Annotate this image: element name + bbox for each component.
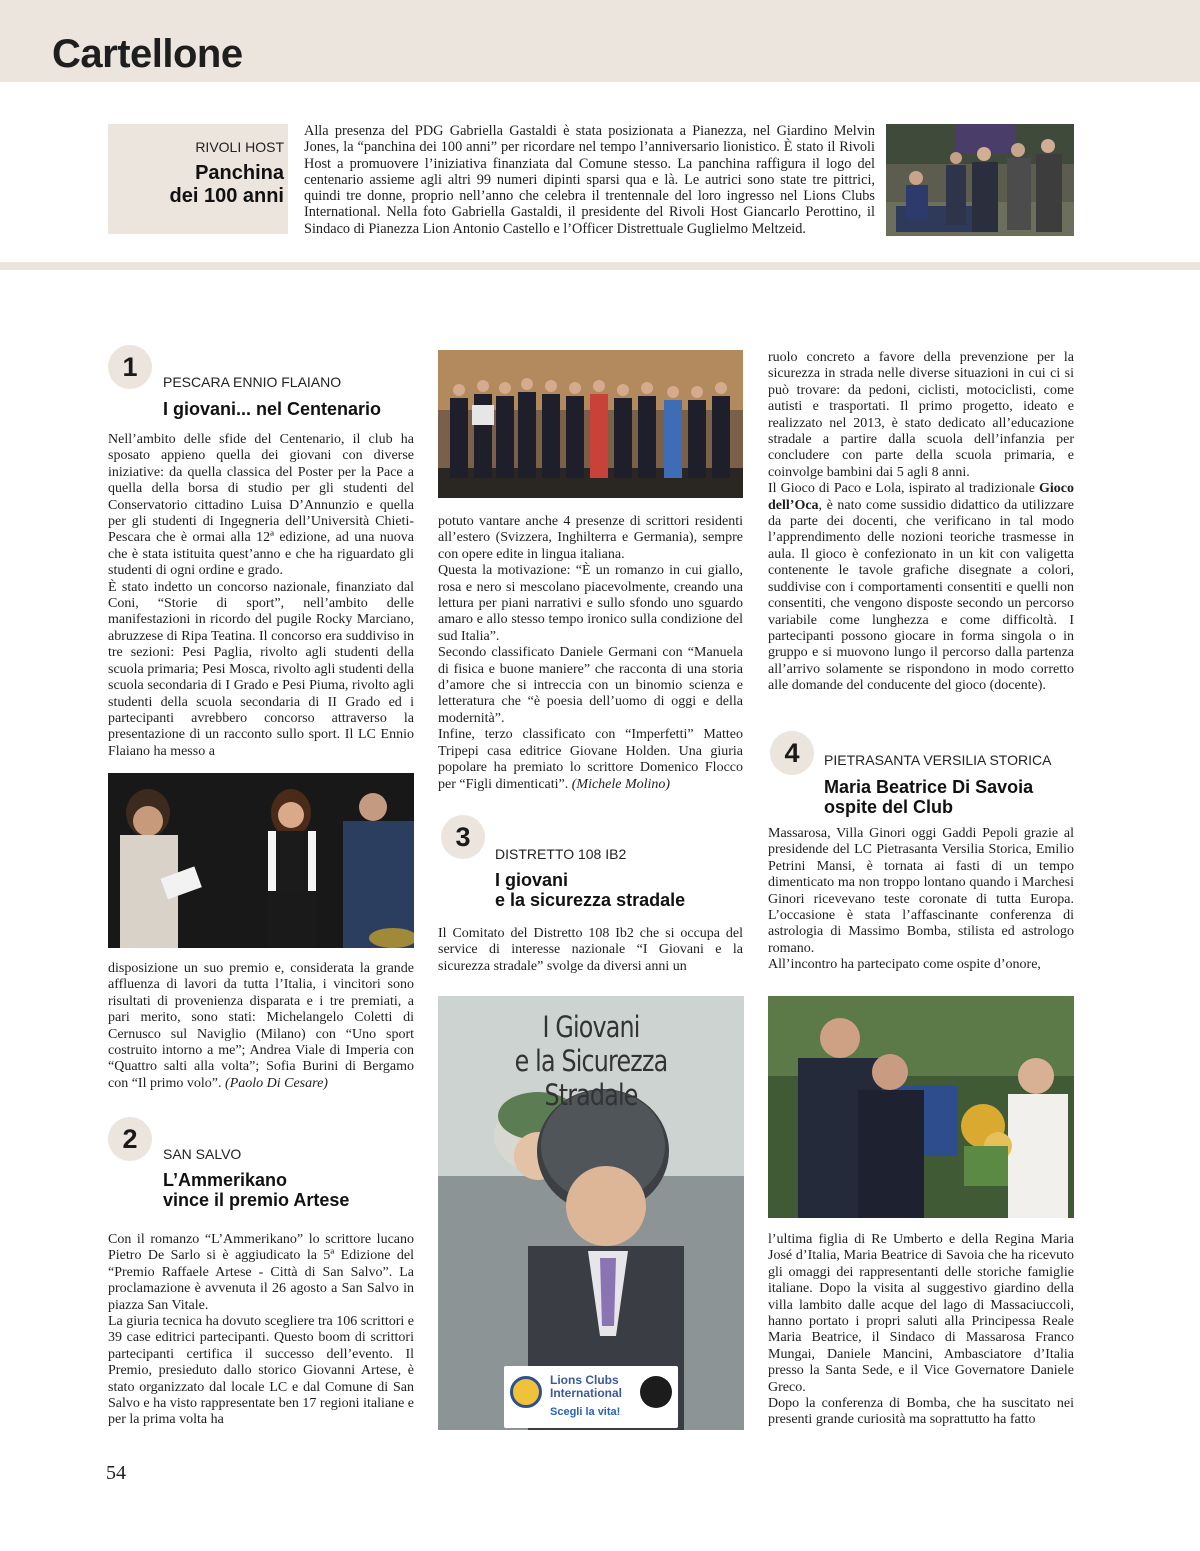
article2-number-badge: 2 (108, 1117, 152, 1161)
article3-number-badge: 3 (441, 815, 485, 859)
article2-body-middle (438, 514, 743, 793)
article2-paragraph: Con il romanzo “L’Ammerikano” lo scrittore lucano Pietro De Sarlo si è aggiudicato la 5ª Edizione del “Premio Raffaele Artese - Città di San Salvo”. La proclamazione è avvenuta il 26 agosto a San Salvo in piazza San Vitale. (108, 1232, 414, 1313)
article1-title: I giovani... nel Centenario (163, 399, 382, 419)
article1-body-bottom (108, 961, 414, 1092)
rivoli-body: Alla presenza del PDG Gabriella Gastaldi è stata posizionata a Pianezza, nel Giardino Melvin Jones, la “panchina dei 100 anni” per ricordare nel tempo l’anniversario lionistico. È stato il Rivoli Host a promuovere l’iniziativa finanziata dal Comune stesso. La panchina raffigura il logo del centenario assieme agli altri 99 numeri dipinti sparsi qua e là. Le autrici sono state tre pittrici, quindi tre donne, proprio nell’anno che celebra il trentennale del loro ingresso nel Lions Clubs International. Nella foto Gabriella Gastaldi, il presidente del Rivoli Host Giancarlo Perottino, il Sindaco di Pianezza Lion Antonio Castello e l’Officer Distrettuale Guglielmo Meltzeid. (304, 123, 875, 237)
article2-paragraph: Questa la motivazione: “È un romanzo in cui giallo, rosa e nero si mescolano piacevolmente, creando una lettura per piani narrativi e sullo sfondo uno sguardo amaro e allo stesso tempo ironico sulla condizione del sud Italia”. (438, 563, 743, 644)
article4-title (824, 777, 1033, 817)
article2-club: SAN SALVO (163, 1146, 242, 1162)
article4-paragraph: Massarosa, Villa Ginori oggi Gaddi Pepoli grazie al presidende del LC Pietrasanta Versilia Storica, Emilio Petrini Mansi, è tornata ai fasti di un tempo dimenticato ma non troppo lontano quando i Marchesi Ginori ricevevano teste coronate di tutta Europa. L’occasione è stata l’affascinante conferenza di astrologia di Massimo Bomba, stilista ed astrologo romano. (768, 826, 1074, 956)
article2-title-line2: vince il premio Artese (163, 1190, 350, 1211)
article3-paragraph (768, 481, 1074, 694)
lions-emblem-icon (510, 1376, 542, 1408)
article1-body-top (108, 432, 414, 760)
article1-paragraph: Nell’ambito delle sfide del Centenario, il club ha sposato appieno quella dei giovani con diverse iniziative: da quella classica del Poster per la Pace a quella della borsa di studio per gli studenti del Conservatorio cittadino Luisa D’Annunzio e quella per gli studenti di Ingegneria dell’Università Chieti-Pescara che è ormai alla 12ª edizione, ad una nuova che è stata istituita quest’anno e che ha riguardato gli studenti di ogni ordine e grado. (108, 432, 414, 579)
article4-title-line2: ospite del Club (824, 797, 954, 818)
article3-body-right (768, 350, 1074, 695)
article3-text-after: , è nato come sussidio didattico da utilizzare da parte dei docenti, che verificano in tal modo l’apprendimento delle nozioni teoriche trasmesse in aula. Il gioco è confezionato in un kit con valigetta contenente le tavole grafiche disegnate a colori, suddivise con i comportamenti consentiti e quelli non consentiti, che vengono disposte secondo un percorso variabile come lunghezza e come difficoltà. I partecipanti possono giocare in forma singola o in gruppo e si muovono lungo il percorso dalla partenza all’arrivo solamente se rispondono in modo corretto alle domande del conducente del gioco (docente). (768, 497, 1074, 694)
rivoli-club: RIVOLI HOST (195, 139, 284, 155)
article1-paragraph: È stato indetto un concorso nazionale, finanziato dal Coni, “Storie di sport”, nell’ambito delle manifestazioni in ricordo del pugile Rocky Marciano, abruzzese di Ripa Teatina. Il concorso era suddiviso in tre sezioni: Pesi Paglia, rivolto agli studenti della scuola primaria; Pesi Mosca, rivolto agli studenti della scuola secondaria di I Grado e Pesi Piuma, rivolto agli studenti della scuola secondaria di II Grado ed i partecipanti avrebbero concorso attraverso la presentazione di un racconto sullo sport. Il LC Ennio Flaiano ha messo a (108, 579, 414, 759)
article3-title (495, 870, 685, 910)
lions-name-line2: International (550, 1386, 623, 1400)
article4-paragraph: Dopo la conferenza di Bomba, che ha suscitato nei presenti grande curiosità ma soprattutto ha fatto (768, 1396, 1074, 1428)
article3-paragraph: ruolo concreto a favore della prevenzione per la sicurezza in strada nelle diverse situazioni in cui ci si può trovare: da pedoni, ciclisti, motociclisti, come autisti e trasportati. Il primo progetto, ideato e realizzato nel 2013, è stato dedicato all’educazione stradale a partire dalla scuola dell’infanzia per concludere con parte della scuola primaria, e coinvolge bambini dai 5 agli 8 anni. (768, 350, 1074, 480)
article2-photo (438, 350, 743, 498)
rivoli-title-line2: dei 100 anni (169, 185, 284, 207)
article4-club: PIETRASANTA VERSILIA STORICA (824, 752, 1052, 768)
article3-text-before: Il Gioco di Paco e Lola, ispirato al tradizionale (768, 481, 1039, 497)
article1-number-badge: 1 (108, 345, 152, 389)
article1-club: PESCARA ENNIO FLAIANO (163, 374, 342, 390)
rivoli-title (170, 162, 285, 208)
article2-title (163, 1170, 349, 1210)
article4-body-top (768, 826, 1074, 974)
lions-clubs-logo-box (504, 1366, 678, 1428)
article4-paragraph: l’ultima figlia di Re Umberto e della Regina Maria José d’Italia, Maria Beatrice di Savoia che ha ricevuto gli omaggi dei rappresentanti delle storiche famiglie italiane. Dopo la visita al suggestivo giardino della villa lambito dalle acque del lago di Massaciuccoli, hanno portato i propri saluti alla Principessa Reale Maria Beatrice, il Sindaco di Massarosa Franco Mungai, Daniele Mancini, Ambasciatore d’Italia presso la Santa Sede, e il Vice Governatore Daniele Greco. (768, 1232, 1074, 1395)
rivoli-title-box (108, 124, 288, 234)
article2-signature: (Michele Molino) (571, 776, 671, 792)
article4-paragraph: All’incontro ha partecipato come ospite d’onore, (768, 957, 1041, 973)
article2-paragraph-text: Infine, terzo classificato con “Imperfetti” Matteo Tripepi casa editrice Giovane Holden. Una giuria popolare ha premiato lo scrittore Domenico Flocco per “Figli dimenticati”. (438, 727, 743, 792)
article4-number-badge: 4 (770, 731, 814, 775)
article3-title-line2: e la sicurezza stradale (495, 890, 686, 911)
lions-clubs-name (550, 1374, 638, 1400)
centennial-emblem-icon (640, 1376, 672, 1408)
lions-name-line1: Lions Clubs (550, 1373, 619, 1387)
article3-club: DISTRETTO 108 IB2 (495, 846, 627, 862)
article4-title-line1: Maria Beatrice Di Savoia (824, 777, 1034, 797)
article4-photo (768, 996, 1074, 1218)
article1-photo (108, 773, 414, 948)
article3-title-line1: I giovani (495, 870, 569, 890)
article3-body-left (438, 926, 743, 975)
article2-paragraph: potuto vantare anche 4 presenze di scrittori residenti all’estero (Svizzera, Inghilterra e Germania), sempre con opere edite in lingua italiana. (438, 514, 743, 562)
article2-paragraph: La giuria tecnica ha dovuto scegliere tra 106 scrittori e 39 case editrici partecipanti. Questo boom di scrittori partecipanti certifica il successo dell’evento. Il Premio, presieduto dallo storico Giovanni Artese, è stato organizzato dal locale LC e dal Comune di San Salvo e ha visto rappresentate ben 17 regioni italiane e per la prima volta ha (108, 1314, 414, 1428)
page-number: 54 (106, 1462, 126, 1484)
poster-title-line2: e la Sicurezza Stradale (514, 1044, 668, 1112)
article2-paragraph: Secondo classificato Daniele Germani con “Manuela di fisica e buone maniere” che racconta di una storia d’amore che si intreccia con un binomio scienza e letteratura che “è poesia dell’uomo di oggi e della modernità”. (438, 645, 743, 726)
article2-title-line1: L’Ammerikano (163, 1170, 288, 1190)
rivoli-photo (886, 124, 1074, 236)
poster-title-line1: I Giovani (542, 1010, 640, 1044)
article4-body-bottom (768, 1232, 1074, 1429)
article2-body-left (108, 1232, 414, 1429)
section-title: Cartellone (52, 32, 243, 76)
article1-paragraph-text: disposizione un suo premio e, considerata la grande affluenza di lavori da tutta l’Italia, i vincitori sono risultati di provenienza disparata e i tre premiati, a pari merito, sono stati: Michelangelo Coletti di Cernusco sul Naviglio (Milano) con “Uno sport costruito intorno a me”; Andrea Viale di Imperia con “Quattro salti alla volta”; Sofia Burini di Bergamo con “Il primo volo”. (108, 961, 414, 1091)
article3-poster (438, 996, 744, 1430)
rivoli-title-line1: Panchina (195, 162, 284, 184)
section-divider (0, 262, 1200, 270)
poster-slogan: Scegli la vita! (550, 1406, 621, 1418)
article3-text-bold: Gioco dell’Oca (768, 481, 1074, 513)
article1-paragraph (108, 961, 414, 1092)
article1-signature: (Paolo Di Cesare) (225, 1075, 328, 1091)
article3-paragraph: Il Comitato del Distretto 108 Ib2 che si occupa del service di interesse nazionale “I Giovani e la sicurezza stradale” svolge da diversi anni un (438, 926, 743, 974)
article2-paragraph (438, 727, 743, 793)
